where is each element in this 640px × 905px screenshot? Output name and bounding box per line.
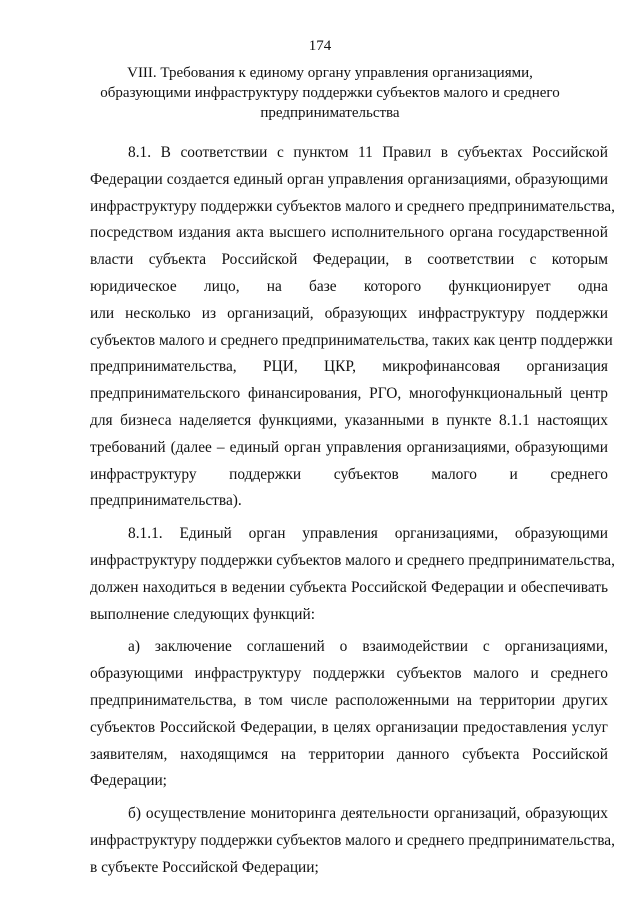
document-body bbox=[90, 140, 615, 882]
paragraph-line: требований (далее – единый орган управления организациями, образующими bbox=[90, 438, 608, 456]
paragraph-line: б) осуществление мониторинга деятельности организаций, образующих bbox=[128, 805, 608, 823]
page-number: 174 bbox=[308, 38, 332, 54]
paragraph-line: предпринимательского финансирования, РГО, многофункциональный центр bbox=[90, 385, 608, 403]
paragraph-line: власти субъекта Российской Федерации, в соответствии с которым bbox=[90, 251, 608, 269]
paragraph bbox=[90, 140, 615, 515]
paragraph-line: для бизнеса наделяется функциями, указанными в пункте 8.1.1 настоящих bbox=[90, 411, 608, 429]
paragraph-line: инфраструктуру поддержки субъектов малого и среднего предпринимательства, bbox=[90, 197, 615, 215]
paragraph-line: предпринимательства, в том числе расположенными на территории других bbox=[90, 691, 608, 709]
paragraph-line: 8.1.1. Единый орган управления организациями, образующими bbox=[128, 525, 608, 543]
paragraph-line: предпринимательства). bbox=[90, 492, 242, 510]
paragraph bbox=[90, 801, 615, 881]
paragraph-line: образующими инфраструктуру поддержки субъектов малого и среднего bbox=[90, 665, 608, 683]
paragraph-line: субъектов Российской Федерации, в целях организации предоставления услуг bbox=[90, 718, 608, 736]
paragraph bbox=[90, 634, 608, 795]
paragraph-line: предпринимательства, РЦИ, ЦКР, микрофинансовая организация bbox=[90, 358, 608, 376]
heading-line: образующими инфраструктуру поддержки субъектов малого и среднего bbox=[100, 85, 560, 101]
paragraph-line: или несколько из организаций, образующих инфраструктуру поддержки bbox=[90, 304, 608, 322]
paragraph-line: инфраструктуру поддержки субъектов малого и среднего bbox=[90, 465, 608, 483]
paragraph-line: инфраструктуру поддержки субъектов малого и среднего предпринимательства, bbox=[90, 831, 615, 849]
section-heading bbox=[100, 63, 560, 123]
paragraph-line: юридическое лицо, на базе которого функционирует одна bbox=[90, 277, 608, 295]
paragraph-line: а) заключение соглашений о взаимодействии с организациями, bbox=[128, 638, 608, 656]
paragraph-line: заявителям, находящимся на территории данного субъекта Российской bbox=[90, 745, 608, 763]
heading-line: VIII. Требования к единому органу управления организациями, bbox=[127, 65, 533, 81]
paragraph-line: инфраструктуру поддержки субъектов малого и среднего предпринимательства, bbox=[90, 551, 615, 569]
paragraph bbox=[90, 521, 615, 628]
heading-line: предпринимательства bbox=[260, 105, 400, 121]
paragraph-line: выполнение следующих функций: bbox=[90, 605, 316, 623]
paragraph-line: Федерации создается единый орган управления организациями, образующими bbox=[90, 170, 608, 188]
paragraph-line: должен находиться в ведении субъекта Российской Федерации и обеспечивать bbox=[90, 578, 608, 596]
paragraph-line: в субъекте Российской Федерации; bbox=[90, 858, 319, 876]
paragraph-line: субъектов малого и среднего предпринимательства, таких как центр поддержки bbox=[90, 331, 613, 349]
paragraph-line: Федерации; bbox=[90, 772, 167, 790]
paragraph-line: посредством издания акта высшего исполнительного органа государственной bbox=[90, 224, 608, 242]
paragraph-line: 8.1. В соответствии с пунктом 11 Правил в субъектах Российской bbox=[128, 144, 608, 161]
